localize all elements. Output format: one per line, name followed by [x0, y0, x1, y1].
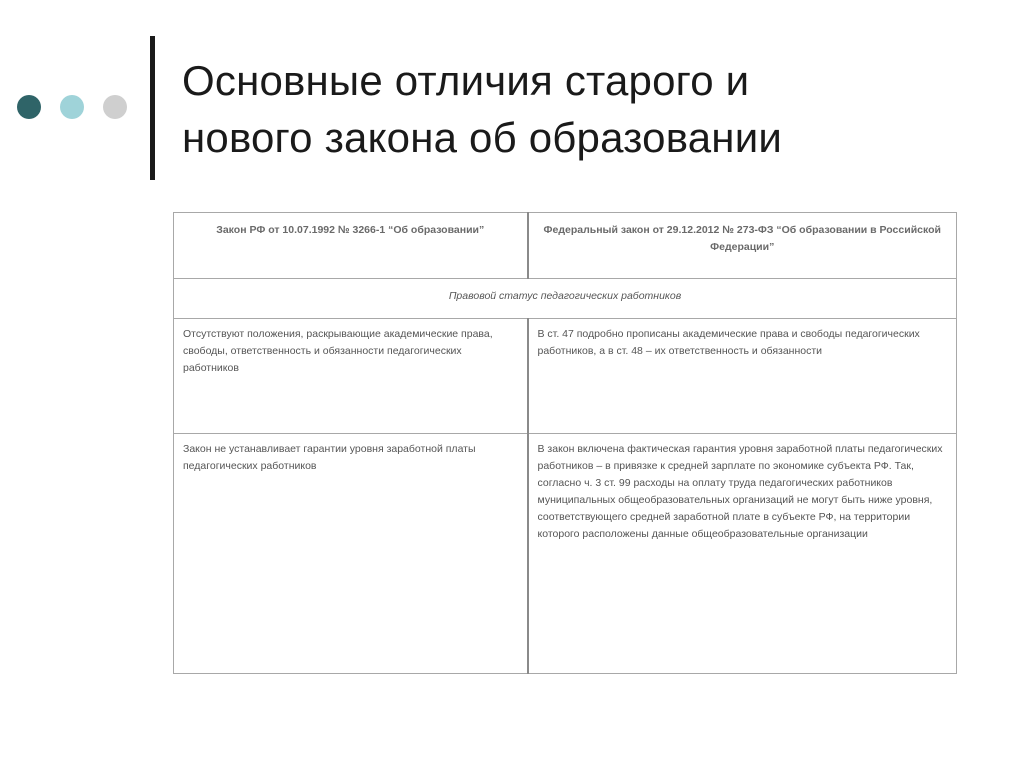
header-new-law: Федеральный закон от 29.12.2012 № 273-ФЗ “Об образовании в Российской Федерации”: [528, 213, 957, 279]
title-accent-bar: [150, 36, 155, 180]
title-line-2: нового закона об образовании: [182, 114, 783, 161]
title-line-1: Основные отличия старого и: [182, 57, 750, 104]
section-title: Правовой статус педагогических работников: [174, 279, 957, 319]
cell-new-law: В ст. 47 подробно прописаны академические права и свободы педагогических работников, а в ст. 48 – их ответственность и обязанности: [528, 319, 957, 434]
header-old-law: Закон РФ от 10.07.1992 № 3266-1 “Об образовании”: [174, 213, 528, 279]
decorative-dots: [17, 94, 146, 120]
cell-new-law: В закон включена фактическая гарантия уровня заработной платы педагогических работников – в привязке к средней зарплате по экономике субъекта РФ. Так, согласно ч. 3 ст. 99 расходы на оплату труда педагогических работников муниципальных общеобразовательных организаций не могут быть ниже уровня, соответствующего средней заработной плате в субъекте РФ, на территории которого расположены данные общеобразовательные организации: [528, 434, 957, 674]
table-row: [174, 319, 957, 434]
table-header-row: [174, 213, 957, 279]
comparison-table: [173, 212, 957, 674]
cell-old-law: Отсутствуют положения, раскрывающие академические права, свободы, ответственность и обязанности педагогических работников: [174, 319, 528, 434]
dot-dark-teal: [17, 95, 41, 119]
dot-light-gray: [103, 95, 127, 119]
table-row: [174, 434, 957, 674]
cell-old-law: Закон не устанавливает гарантии уровня заработной платы педагогических работников: [174, 434, 528, 674]
section-row: [174, 279, 957, 319]
slide-title: [182, 52, 982, 166]
dot-light-teal: [60, 95, 84, 119]
